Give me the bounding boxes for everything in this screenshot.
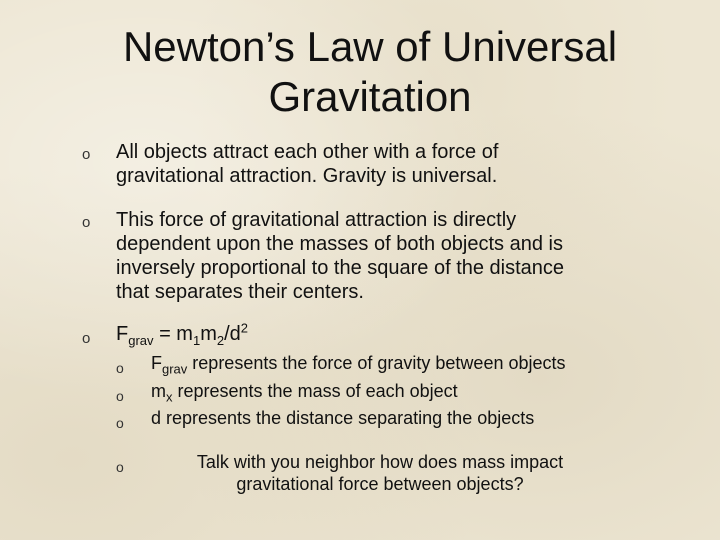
bullet-2-line-3: inversely proportional to the square of the distance xyxy=(116,257,565,279)
formula-square-superscript: 2 xyxy=(240,320,249,336)
sub-1-rest: represents the force of gravity between objects xyxy=(187,353,566,373)
sub-bullet-marker: o xyxy=(116,388,124,404)
gravity-formula xyxy=(116,322,248,346)
formula-m1-subscript: 1 xyxy=(192,333,201,348)
bullet-1-line-2: gravitational attraction. Gravity is universal. xyxy=(116,165,498,187)
formula-grav-subscript: grav xyxy=(128,333,154,348)
bullet-1-text xyxy=(116,140,498,188)
sub-4-line-2: gravitational force between objects? xyxy=(236,474,524,494)
sub-2-rest: represents the mass of each object xyxy=(172,381,458,401)
title-line-2: Gravitation xyxy=(268,73,472,120)
sub-bullet-2-text xyxy=(151,380,458,405)
sub-bullet-marker: o xyxy=(116,459,124,475)
sub-4-line-1: Talk with you neighbor how does mass impact xyxy=(196,452,564,472)
sub-bullet-marker: o xyxy=(116,415,124,431)
bullet-2-line-1: This force of gravitational attraction is directly xyxy=(116,209,517,231)
sub-bullet-1-text xyxy=(151,352,566,377)
sub-bullet-marker: o xyxy=(116,360,124,376)
bullet-marker: o xyxy=(82,330,91,347)
sub-bullet-3-text: d represents the distance separating the objects xyxy=(151,408,535,428)
bullet-2-line-4: that separates their centers. xyxy=(116,281,364,303)
formula-m: m xyxy=(200,323,217,345)
title-line-1: Newton’s Law of Universal xyxy=(122,23,618,70)
bullet-2-text xyxy=(116,208,564,304)
slide-title xyxy=(60,22,680,122)
bullet-1-line-1: All objects attract each other with a force of xyxy=(116,141,499,163)
formula-equals-m: = m xyxy=(153,323,193,345)
bullet-marker: o xyxy=(82,146,91,163)
sub-2-m: m xyxy=(151,381,166,401)
bullet-marker: o xyxy=(82,214,91,231)
formula-f: F xyxy=(116,323,129,345)
formula-m2-subscript: 2 xyxy=(216,333,225,348)
formula-d: /d xyxy=(224,323,241,345)
sub-1-f: F xyxy=(151,353,162,373)
sub-bullet-4-text xyxy=(145,451,615,495)
sub-1-grav-subscript: grav xyxy=(162,361,188,377)
sub-2-x-subscript: x xyxy=(166,389,173,405)
bullet-2-line-2: dependent upon the masses of both objects and is xyxy=(116,233,563,255)
